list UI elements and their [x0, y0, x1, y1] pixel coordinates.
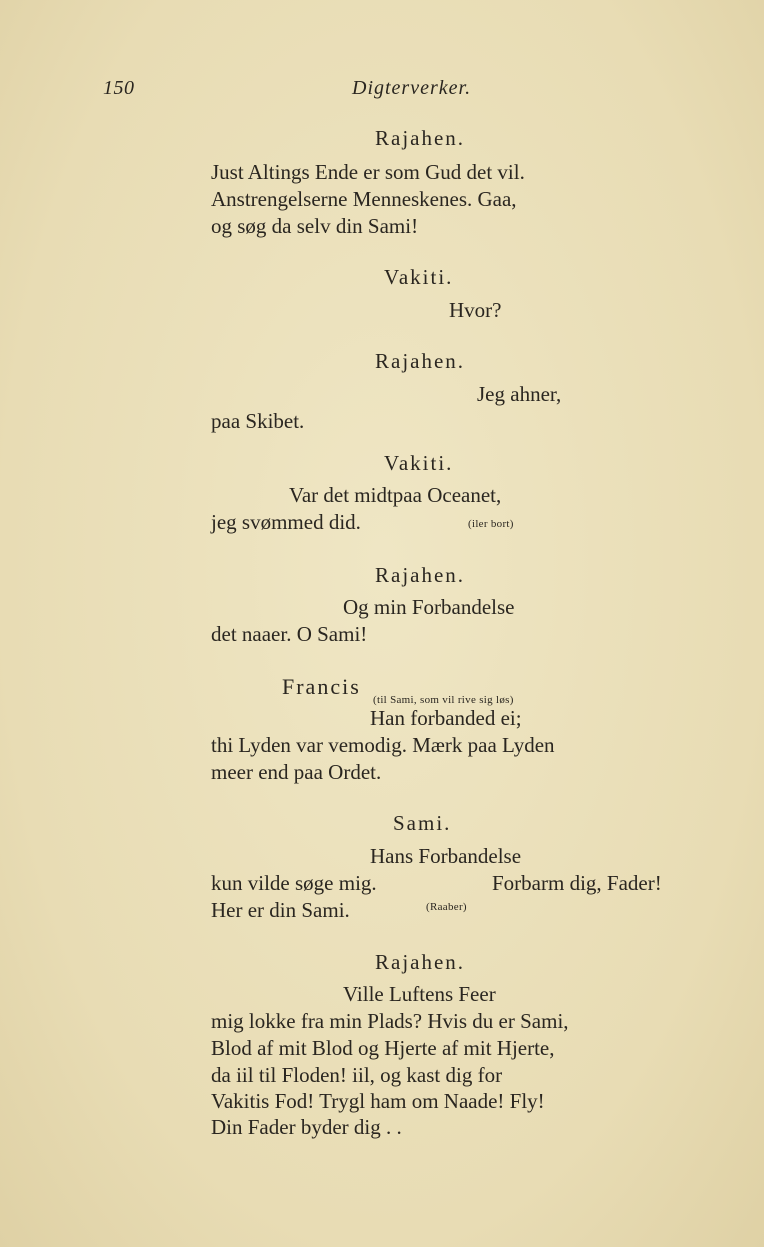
verse-line: Hvor? — [449, 298, 502, 322]
verse-line: Anstrengelserne Menneskenes. Gaa, — [211, 187, 517, 211]
verse-line: Hans Forbandelse — [370, 844, 522, 868]
verse-line: Var det midtpaa Oceanet, — [289, 483, 502, 507]
verse-line: Forbarm dig, Fader! — [492, 871, 662, 895]
verse-line: meer end paa Ordet. — [211, 760, 382, 784]
speaker-vakiti: Vakiti. — [384, 451, 454, 475]
verse-line: jeg svømmed did. — [211, 510, 361, 534]
verse-line: kun vilde søge mig. — [211, 871, 377, 895]
speaker-rajahen: Rajahen. — [375, 563, 466, 587]
verse-line: Og min Forbandelse — [343, 595, 515, 619]
verse-line: Ville Luftens Feer — [343, 982, 496, 1006]
speaker-rajahen: Rajahen. — [375, 126, 466, 150]
verse-line: da iil til Floden! iil, og kast dig for — [211, 1063, 503, 1087]
stage-direction: (iler bort) — [468, 518, 514, 530]
running-title: Digterverker. — [352, 77, 472, 99]
verse-line: Just Altings Ende er som Gud det vil. — [211, 160, 525, 184]
verse-line: det naaer. O Sami! — [211, 622, 368, 646]
stage-direction: (til Sami, som vil rive sig løs) — [373, 694, 514, 706]
verse-line: Blod af mit Blod og Hjerte af mit Hjerte, — [211, 1036, 555, 1060]
speaker-vakiti: Vakiti. — [384, 265, 454, 289]
verse-line: Vakitis Fod! Trygl ham om Naade! Fly! — [211, 1089, 545, 1113]
verse-line: Han forbanded ei; — [370, 706, 522, 730]
speaker-rajahen: Rajahen. — [375, 349, 466, 373]
verse-line: Jeg ahner, — [477, 382, 562, 406]
speaker-sami: Sami. — [393, 811, 452, 835]
verse-line: mig lokke fra min Plads? Hvis du er Sami, — [211, 1009, 569, 1033]
speaker-rajahen: Rajahen. — [375, 950, 466, 974]
verse-line: og søg da selv din Sami! — [211, 214, 419, 238]
verse-line: Her er din Sami. — [211, 898, 350, 922]
stage-direction: (Raaber) — [426, 901, 467, 913]
verse-line: thi Lyden var vemodig. Mærk paa Lyden — [211, 733, 555, 757]
verse-line: Din Fader byder dig . . — [211, 1115, 402, 1139]
verse-line: paa Skibet. — [211, 409, 305, 433]
page-number: 150 — [103, 77, 135, 99]
speaker-francis: Francis — [282, 674, 361, 699]
